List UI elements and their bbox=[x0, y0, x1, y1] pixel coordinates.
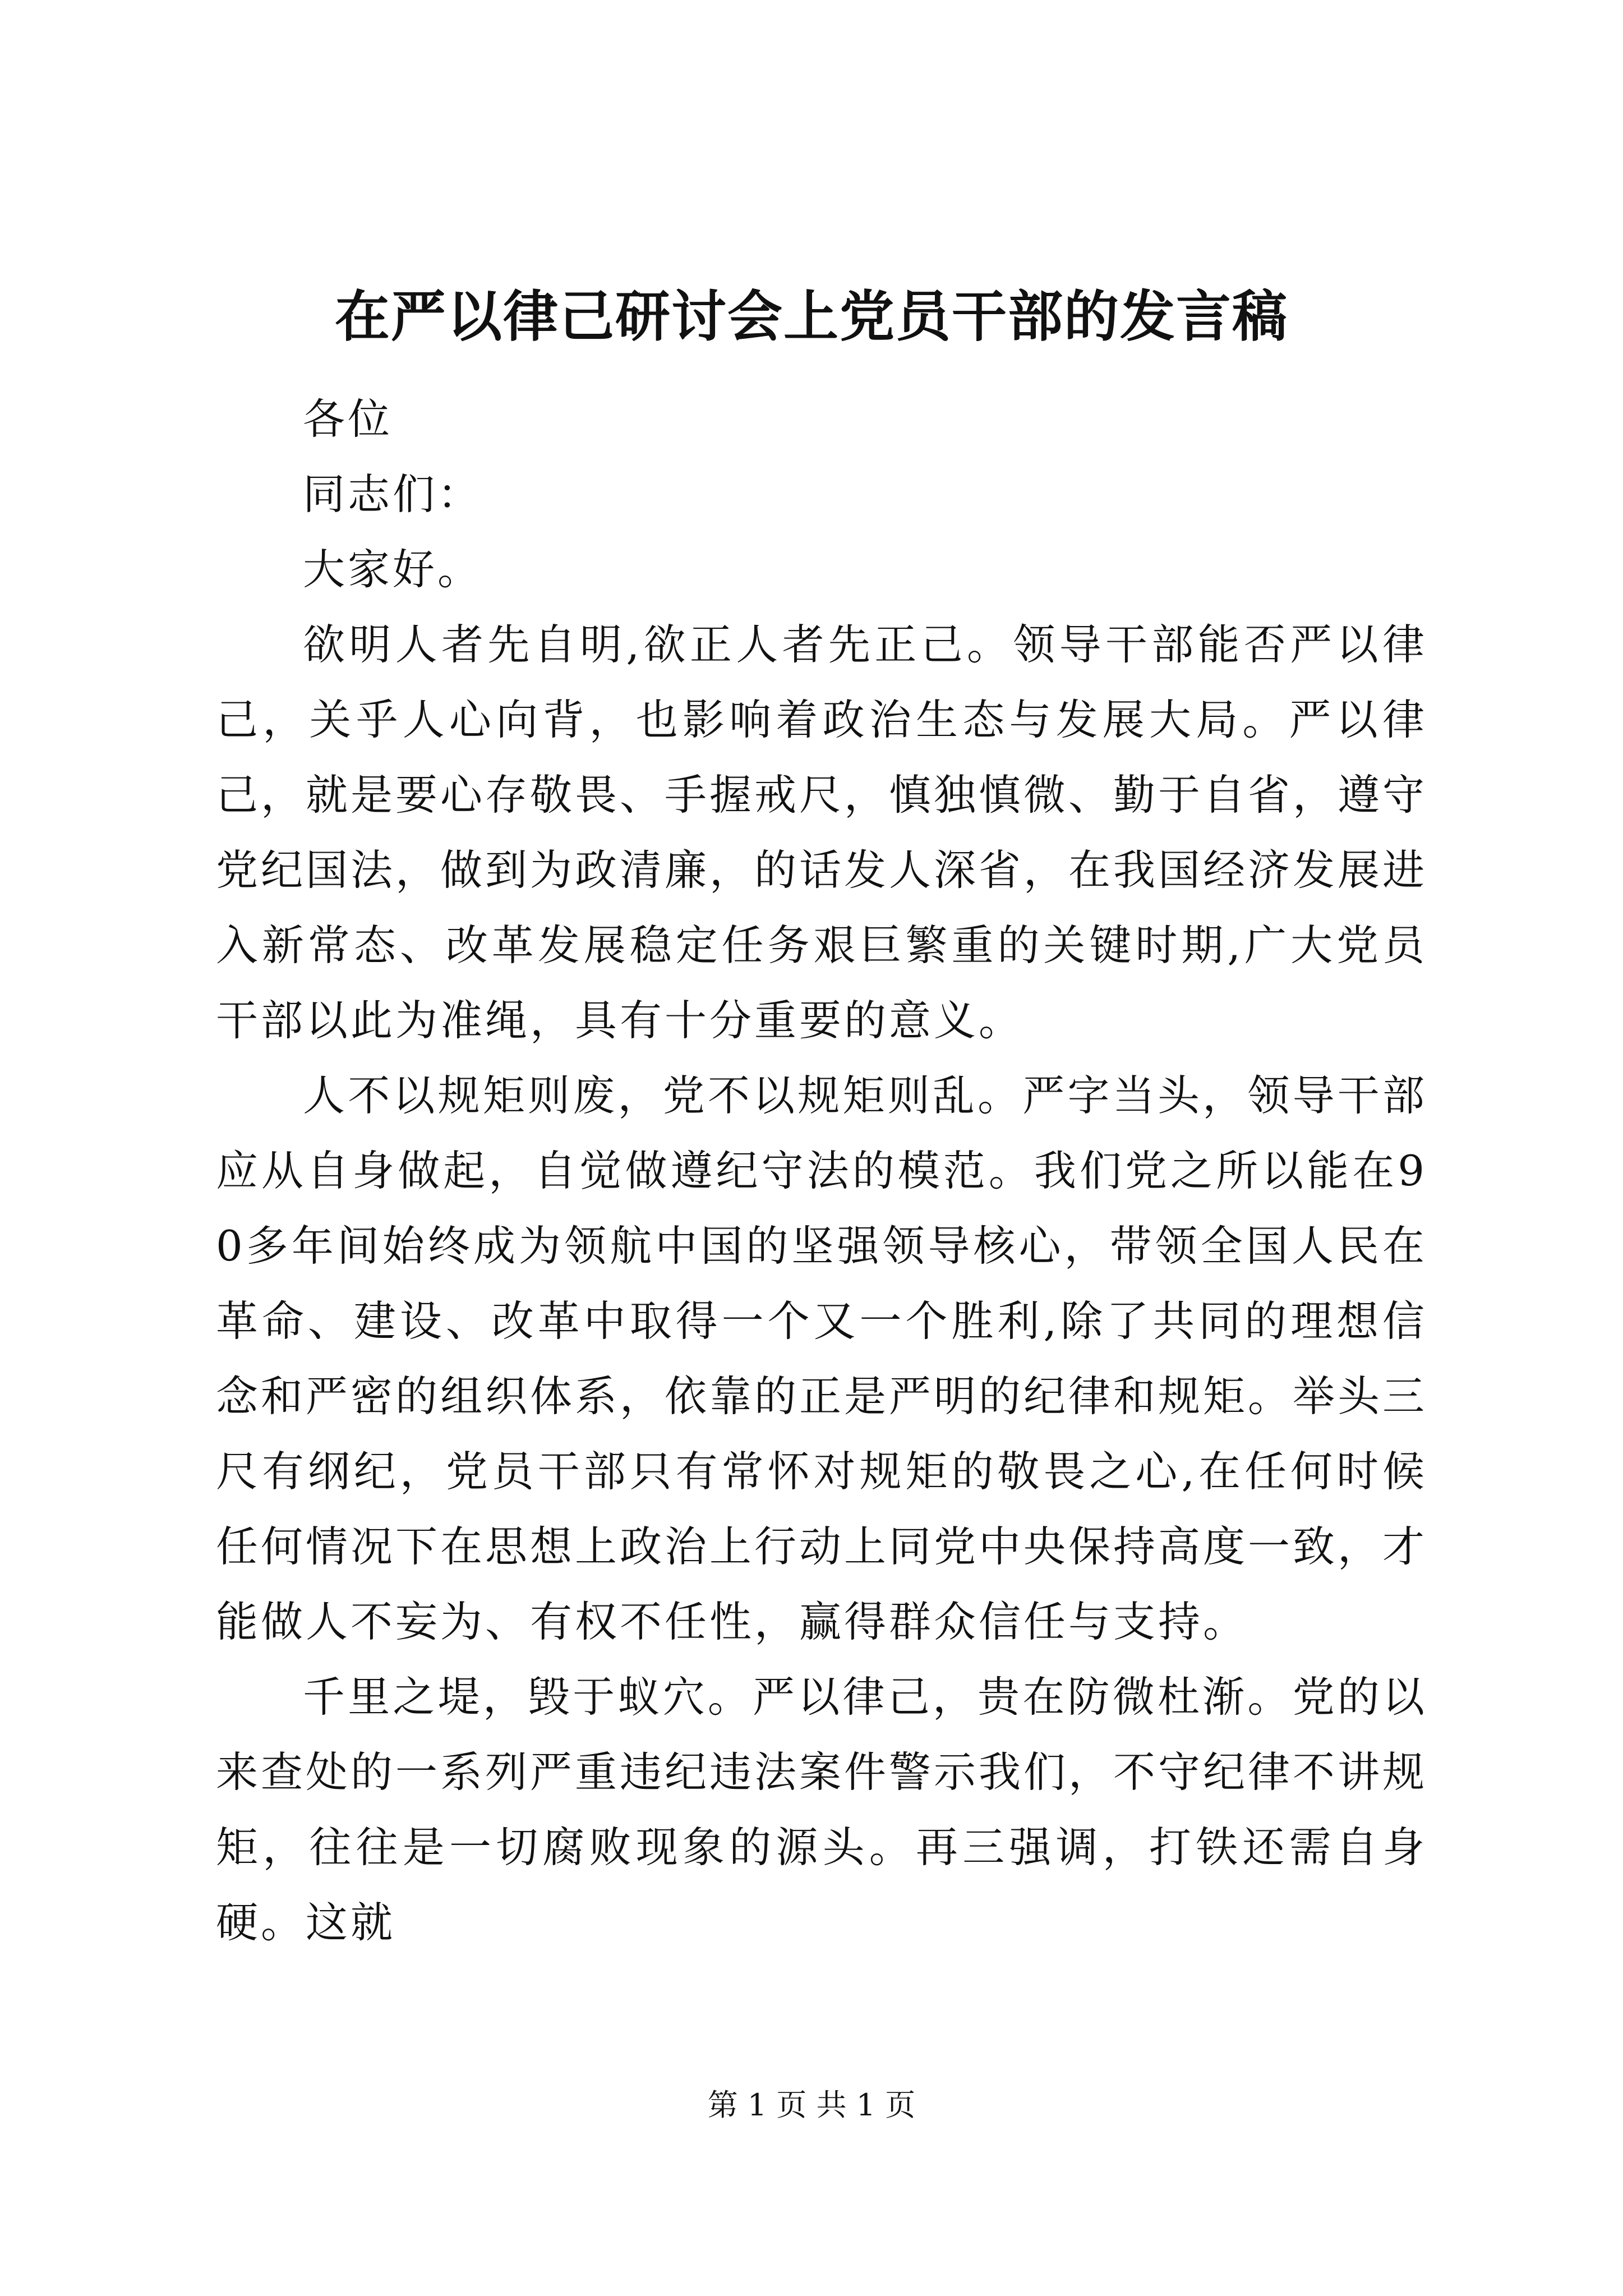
page-footer: 第 1 页 共 1 页 bbox=[707, 2087, 916, 2123]
salutation-line: 同志们： bbox=[303, 470, 483, 519]
body-paragraph: 千里之堤，毁于蚁穴。严以律己，贵在防微杜渐。党的以来查处的一系列严重违纪违法案件警示我们，不守纪律不讲规矩，往往是一切腐败现象的源头。再三强调，打铁还需自身硬。这就 bbox=[216, 1672, 1428, 1947]
body-paragraph: 欲明人者先自明,欲正人者先正己。领导干部能否严以律己，关乎人心向背，也影响着政治生态与发展大局。严以律己，就是要心存敬畏、手握戒尺，慎独慎微、勤于自省，遵守党纪国法，做到为政清廉，的话发人深省，在我国经济发展进入新常态、改革发展稳定任务艰巨繁重的关键时期,广大党员干部以此为准绳，具有十分重要的意义。 bbox=[216, 620, 1428, 1045]
document-title: 在严以律己研讨会上党员干部的发言稿 bbox=[334, 284, 1288, 349]
document-body bbox=[216, 381, 1427, 1960]
body-paragraph: 人不以规矩则废，党不以规矩则乱。严字当头，领导干部应从自身做起，自觉做遵纪守法的模范。我们党之所以能在90多年间始终成为领航中国的坚强领导核心，带领全国人民在革命、建设、改革中取得一个又一个胜利,除了共同的理想信念和严密的组织体系，依靠的正是严明的纪律和规矩。举头三尺有纲纪，党员干部只有常怀对规矩的敬畏之心,在任何时候任何情况下在思想上政治上行动上同党中央保持高度一致，才能做人不妄为、有权不任性，赢得群众信任与支持。 bbox=[216, 1071, 1428, 1646]
salutation-line: 各位 bbox=[303, 394, 393, 444]
greeting-line: 大家好。 bbox=[303, 545, 483, 594]
